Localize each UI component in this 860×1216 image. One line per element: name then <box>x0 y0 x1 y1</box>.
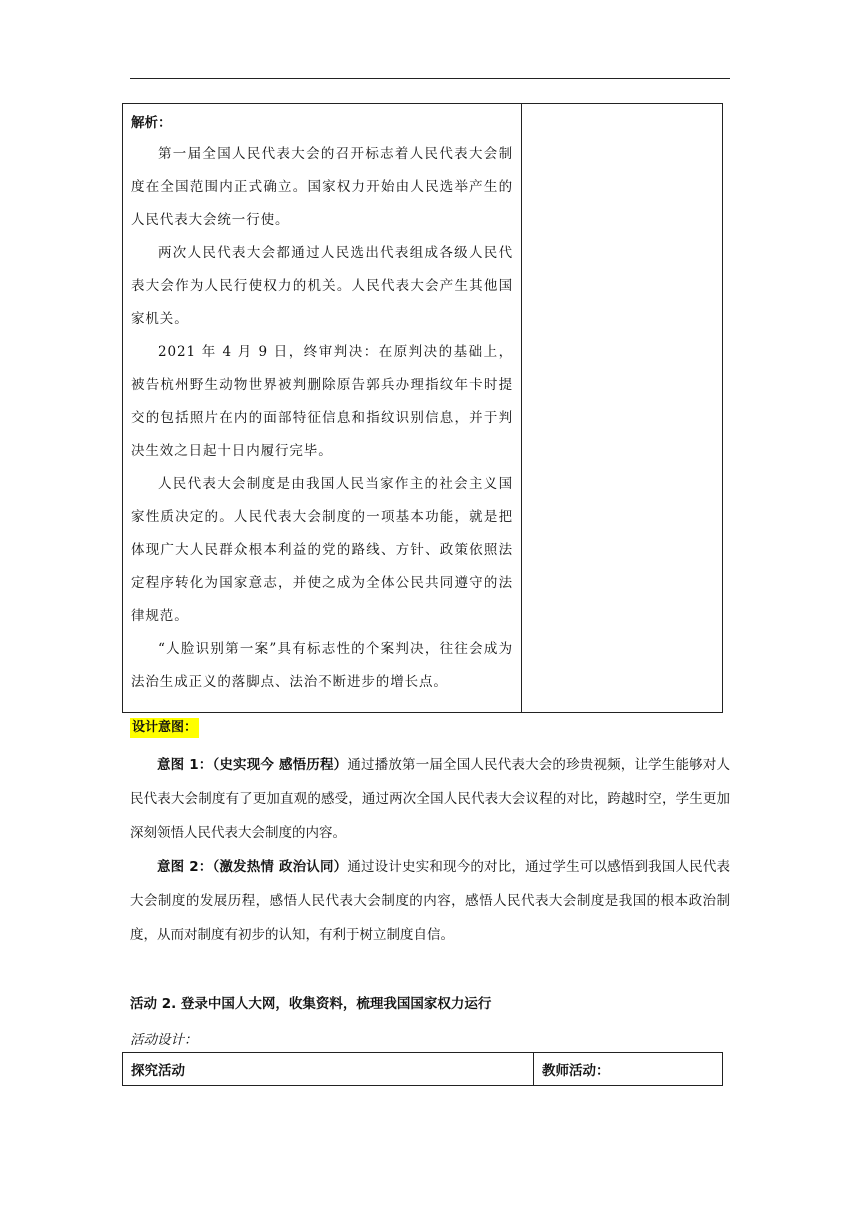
empty-cell <box>522 104 723 713</box>
activity-subtitle: 活动设计： <box>130 1032 198 1048</box>
analysis-paragraph: 两次人民代表大会都通过人民选出代表组成各级人民代表大会作为人民行使权力的机关。人民代表大会产生其他国家机关。 <box>131 245 513 327</box>
intent-1-label: 意图 1：（史实现今 感悟历程） <box>157 757 348 773</box>
activity-col-teacher: 教师活动： <box>534 1053 723 1086</box>
analysis-paragraph: 2021 年 4 月 9 日，终审判决：在原判决的基础上，被告杭州野生动物世界被判删除原告郭兵办理指纹年卡时提交的包括照片在内的面部特征信息和指纹识别信息，并于判决生效之日起十日内履行完毕。 <box>131 344 513 459</box>
design-heading: 设计意图： <box>130 718 199 738</box>
intent-2-text: 通过设计史实和现今的对比，通过学生可以感悟到我国人民代表大会制度的发展历程，感悟人民代表大会制度的内容，感悟人民代表大会制度是我国的根本政治制度，从而对制度有初步的认知，有利于树立制度自信。 <box>130 859 731 943</box>
activity-table <box>122 1052 723 1086</box>
analysis-paragraph: “人脸识别第一案”具有标志性的个案判决，往往会成为法治生成正义的落脚点、法治不断进步的增长点。 <box>131 641 513 690</box>
analysis-paragraph: 人民代表大会制度是由我国人民当家作主的社会主义国家性质决定的。人民代表大会制度的一项基本功能，就是把体现广大人民群众根本利益的党的路线、方针、政策依照法定程序转化为国家意志，并使之成为全体公民共同遵守的法律规范。 <box>131 476 513 624</box>
activity-title: 活动 2. 登录中国人大网，收集资料，梳理我国国家权力运行 <box>130 996 492 1012</box>
header-rule <box>130 78 730 79</box>
intent-2-label: 意图 2：（激发热情 政治认同） <box>157 859 348 875</box>
intent-1 <box>130 748 730 850</box>
analysis-heading: 解析： <box>131 115 172 131</box>
analysis-paragraph: 第一届全国人民代表大会的召开标志着人民代表大会制度在全国范围内正式确立。国家权力开始由人民选举产生的人民代表大会统一行使。 <box>131 146 513 228</box>
intent-2 <box>130 850 730 952</box>
analysis-cell <box>123 104 522 713</box>
activity-col-explore: 探究活动 <box>123 1053 534 1086</box>
analysis-table <box>122 103 723 713</box>
intent-1-text: 通过播放第一届全国人民代表大会的珍贵视频，让学生能够对人民代表大会制度有了更加直观的感受，通过两次全国人民代表大会议程的对比，跨越时空，学生更加深刻领悟人民代表大会制度的内容。 <box>130 757 731 841</box>
